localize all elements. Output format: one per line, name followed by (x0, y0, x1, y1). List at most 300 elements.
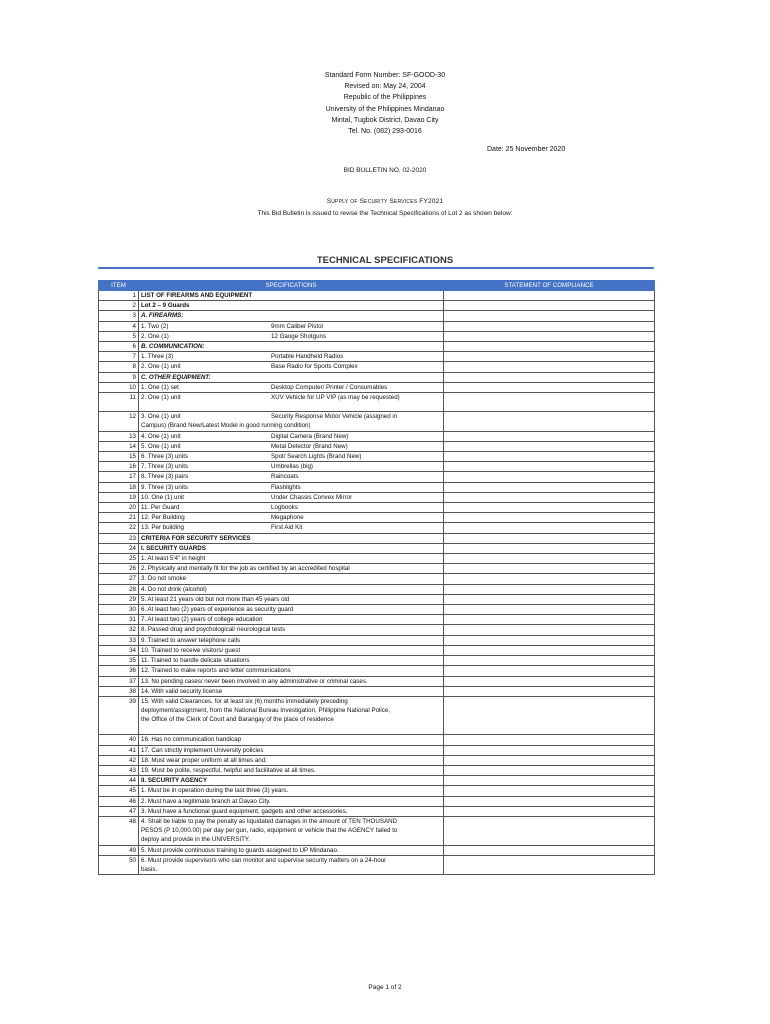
header-compliance: STATEMENT OF COMPLIANCE (444, 281, 655, 291)
specification-label: C. OTHER EQUIPMENT: (141, 373, 211, 381)
specification-cell (139, 372, 444, 382)
specification-cell (139, 533, 444, 543)
specification-cell (139, 735, 444, 745)
table-row (99, 845, 655, 855)
specification-label: 9. Three (3) units (141, 483, 189, 491)
specification-detail: Desktop Computer/ Printer / Consumables (271, 383, 388, 391)
item-number: 48 (99, 816, 139, 845)
specification-label: 1. One (1) set (141, 383, 179, 391)
table-row (99, 615, 655, 625)
compliance-cell[interactable] (444, 321, 655, 331)
specification-detail: Spot/ Search Lights (Brand New) (271, 453, 362, 461)
specification-label: 2. One (1) (141, 332, 169, 340)
item-number: 31 (99, 615, 139, 625)
specification-cell (139, 666, 444, 676)
specification-label: 7. Three (3) units (141, 463, 189, 471)
item-number: 30 (99, 605, 139, 615)
compliance-cell[interactable] (444, 331, 655, 341)
country: Republic of the Philippines (343, 94, 427, 102)
item-number: 23 (99, 533, 139, 543)
table-row (99, 584, 655, 594)
specification-text (141, 342, 441, 351)
table-header-row (99, 281, 655, 291)
specification-text (141, 646, 441, 655)
table-row (99, 431, 655, 441)
specification-cell (139, 584, 444, 594)
specification-detail: Umbrellas (big) (271, 463, 313, 471)
specification-cell (139, 523, 444, 533)
table-body (99, 291, 655, 875)
compliance-cell[interactable] (444, 686, 655, 696)
specification-text (141, 776, 441, 785)
specification-label: 16. Has no communication handicap (141, 736, 242, 744)
table-row (99, 816, 655, 845)
specification-label: 2. Physically and mentally fit for the job as certified by an accredited hospital (141, 565, 350, 573)
specification-cell (139, 816, 444, 845)
table-row (99, 666, 655, 676)
item-number: 22 (99, 523, 139, 533)
item-number: 6 (99, 342, 139, 352)
specification-text (141, 554, 441, 563)
compliance-cell[interactable] (444, 816, 655, 845)
item-number: 39 (99, 696, 139, 734)
table-row (99, 776, 655, 786)
specification-text (141, 503, 441, 512)
specification-label: B. COMMUNICATION: (141, 343, 205, 351)
table-row (99, 441, 655, 451)
table-row (99, 472, 655, 482)
compliance-cell[interactable] (444, 533, 655, 543)
item-number: 25 (99, 554, 139, 564)
table-row (99, 382, 655, 392)
specification-continuation: deploy and provide in the UNIVERSITY. (141, 836, 250, 844)
specification-detail: Megaphone (271, 514, 304, 522)
item-number: 19 (99, 492, 139, 502)
specification-label: Lot 2 – 9 Guards (141, 302, 190, 310)
compliance-cell[interactable] (444, 372, 655, 382)
header-item: ITEM (99, 281, 139, 291)
specification-text (141, 766, 441, 775)
specification-text (141, 697, 441, 706)
specification-text (141, 574, 441, 583)
item-number: 13 (99, 431, 139, 441)
telephone: Tel. No. (082) 293-0016 (348, 128, 422, 136)
header-specifications: SPECIFICATIONS (139, 281, 444, 291)
table-row (99, 462, 655, 472)
specification-detail: 12 Gauge Shotguns (271, 332, 327, 340)
table-row (99, 543, 655, 553)
compliance-cell[interactable] (444, 441, 655, 451)
specification-text (141, 352, 441, 361)
specification-label: 7. At least two (2) years of college education (141, 616, 263, 624)
compliance-cell[interactable] (444, 584, 655, 594)
compliance-cell[interactable] (444, 412, 655, 431)
specification-cell (139, 462, 444, 472)
specification-continuation: deployment/assignment, from the National Bureau Investigation, Philippine National Police, (141, 707, 391, 715)
specification-cell (139, 503, 444, 513)
compliance-cell[interactable] (444, 523, 655, 533)
specification-text (141, 797, 441, 806)
table-row (99, 635, 655, 645)
specification-cell (139, 574, 444, 584)
compliance-cell[interactable] (444, 755, 655, 765)
specification-cell (139, 855, 444, 874)
specification-label: 10. One (1) unit (141, 493, 184, 501)
specification-cell (139, 806, 444, 816)
specification-label: 13. Per building (141, 524, 184, 532)
specification-cell (139, 676, 444, 686)
table-row (99, 492, 655, 502)
item-number: 24 (99, 543, 139, 553)
specification-label: 11. Trained to handle delicate situations (141, 657, 250, 665)
specification-text (141, 625, 441, 634)
compliance-cell[interactable] (444, 342, 655, 352)
address: Mintal, Tugbok District, Davao City (331, 116, 439, 124)
specification-cell (139, 645, 444, 655)
specification-label: 12. Per Building (141, 514, 185, 522)
table-row (99, 342, 655, 352)
specification-text (141, 677, 441, 686)
table-row (99, 755, 655, 765)
compliance-cell[interactable] (444, 503, 655, 513)
specification-label: 1. At least 5'4" in height (141, 555, 206, 563)
specification-cell (139, 765, 444, 775)
specification-detail: First Aid Kit (271, 524, 303, 532)
compliance-cell[interactable] (444, 776, 655, 786)
document-header (0, 70, 770, 137)
item-number: 11 (99, 393, 139, 412)
specification-detail: Under Chassis Convex Mirror (271, 493, 353, 501)
compliance-cell[interactable] (444, 635, 655, 645)
compliance-cell[interactable] (444, 472, 655, 482)
specification-detail: Metal Detector (Brand New) (271, 442, 348, 450)
table-row (99, 735, 655, 745)
specification-cell (139, 331, 444, 341)
compliance-cell[interactable] (444, 291, 655, 301)
specification-label: 3. Must have a functional guard equipment, gadgets and other accessories. (141, 807, 348, 815)
compliance-cell[interactable] (444, 845, 655, 855)
specification-label: I. SECURITY GUARDS (141, 544, 206, 552)
item-number: 47 (99, 806, 139, 816)
table-row (99, 656, 655, 666)
specification-cell (139, 845, 444, 855)
specification-text (141, 322, 441, 331)
compliance-cell[interactable] (444, 482, 655, 492)
item-number: 2 (99, 301, 139, 311)
compliance-cell[interactable] (444, 311, 655, 321)
specification-detail: Logbooks (271, 504, 298, 512)
compliance-cell[interactable] (444, 625, 655, 635)
compliance-cell[interactable] (444, 605, 655, 615)
specification-detail: 9mm Caliber Pistol (271, 322, 323, 330)
specification-label: 1. Two (2) (141, 322, 169, 330)
item-number: 5 (99, 331, 139, 341)
specification-cell (139, 635, 444, 645)
specification-text (141, 311, 441, 320)
specification-label: 1. Must be in operation during the last three (3) years. (141, 787, 289, 795)
table-row (99, 291, 655, 301)
specification-text (141, 483, 441, 492)
specification-text (141, 493, 441, 502)
item-number: 38 (99, 686, 139, 696)
specification-cell (139, 615, 444, 625)
table-row (99, 806, 655, 816)
compliance-cell[interactable] (444, 362, 655, 372)
compliance-cell[interactable] (444, 666, 655, 676)
specification-text (141, 534, 441, 543)
compliance-cell[interactable] (444, 745, 655, 755)
specification-label: 2. One (1) unit (141, 394, 181, 402)
item-number: 33 (99, 635, 139, 645)
specification-text (141, 513, 441, 522)
item-number: 4 (99, 321, 139, 331)
table-row (99, 574, 655, 584)
specification-label: 2. Must have a legitimate branch at Davao City. (141, 797, 271, 805)
item-number: 34 (99, 645, 139, 655)
item-number: 26 (99, 564, 139, 574)
compliance-cell[interactable] (444, 462, 655, 472)
specification-label: 6. Three (3) units (141, 453, 189, 461)
specification-text (141, 666, 441, 675)
table-row (99, 393, 655, 412)
specification-cell (139, 656, 444, 666)
compliance-cell[interactable] (444, 301, 655, 311)
specification-label: 8. Passed drug and psychological/ neurological tests (141, 626, 286, 634)
specification-text (141, 636, 441, 645)
table-row (99, 745, 655, 755)
specification-cell (139, 686, 444, 696)
section-title: TECHNICAL SPECIFICATIONS (316, 255, 454, 266)
specification-label: 8. Three (3) pairs (141, 473, 189, 481)
specification-label: 17. Can strictly implement University policies (141, 746, 264, 754)
specification-cell (139, 554, 444, 564)
item-number: 43 (99, 765, 139, 775)
compliance-cell[interactable] (444, 492, 655, 502)
bulletin-date: Date: 25 November 2020 (487, 146, 566, 153)
item-number: 8 (99, 362, 139, 372)
compliance-cell[interactable] (444, 806, 655, 816)
item-number: 18 (99, 482, 139, 492)
specification-label: 4. One (1) unit (141, 432, 181, 440)
specification-continuation: basis. (141, 866, 158, 874)
specification-text (141, 301, 441, 310)
item-number: 45 (99, 786, 139, 796)
specification-cell (139, 431, 444, 441)
specification-cell (139, 594, 444, 604)
table-row (99, 321, 655, 331)
specification-label: II. SECURITY AGENCY (141, 777, 208, 785)
specification-cell (139, 472, 444, 482)
bulletin-subtitle: This Bid Bulletin is issued to revise the Technical Specifications of Lot 2 as shown below: (257, 210, 513, 217)
specification-cell (139, 321, 444, 331)
specification-cell (139, 352, 444, 362)
specification-cell (139, 342, 444, 352)
item-number: 27 (99, 574, 139, 584)
specification-text (141, 291, 441, 300)
compliance-cell[interactable] (444, 574, 655, 584)
item-number: 49 (99, 845, 139, 855)
specification-label: 12. Trained to make reports and letter communications (141, 667, 291, 675)
compliance-cell[interactable] (444, 594, 655, 604)
specification-label: 5. At least 21 years old but not more than 45 years old (141, 595, 290, 603)
specification-text (141, 786, 441, 795)
specification-detail: Portable Handheld Radios (271, 353, 344, 361)
table-row (99, 331, 655, 341)
specification-text (141, 523, 441, 532)
specification-label: 5. Must provide continuous training to guards assigned to UP Mindanao. (141, 846, 339, 854)
item-number: 9 (99, 372, 139, 382)
item-number: 17 (99, 472, 139, 482)
specification-cell (139, 625, 444, 635)
item-number: 41 (99, 745, 139, 755)
item-number: 44 (99, 776, 139, 786)
table-row (99, 554, 655, 564)
item-number: 3 (99, 311, 139, 321)
revision-date: Revised on: May 24, 2004 (344, 83, 426, 91)
compliance-cell[interactable] (444, 696, 655, 734)
compliance-cell[interactable] (444, 513, 655, 523)
item-number: 14 (99, 441, 139, 451)
specification-label: 15. With valid Clearances, for at least six (6) months immediately preceding (141, 697, 348, 705)
specification-text (141, 462, 441, 471)
table-row (99, 452, 655, 462)
compliance-cell[interactable] (444, 554, 655, 564)
specification-text (141, 544, 441, 553)
table-row (99, 676, 655, 686)
table-row (99, 855, 655, 874)
specification-label: A. FIREARMS: (141, 312, 184, 320)
compliance-cell[interactable] (444, 564, 655, 574)
compliance-cell[interactable] (444, 855, 655, 874)
specification-cell (139, 796, 444, 806)
table-row (99, 796, 655, 806)
compliance-cell[interactable] (444, 786, 655, 796)
specification-text (141, 373, 441, 382)
item-number: 29 (99, 594, 139, 604)
specification-text (141, 746, 441, 755)
item-number: 46 (99, 796, 139, 806)
specification-text (141, 846, 441, 855)
specification-label: 9. Trained to answer telephone calls (141, 636, 241, 644)
form-number: Standard Form Number: SF-GOOD-30 (324, 72, 446, 79)
specification-cell (139, 745, 444, 755)
specification-detail: Base Radio for Sports Complex (271, 363, 358, 371)
specification-text (141, 585, 441, 594)
specification-cell (139, 311, 444, 321)
table-row (99, 523, 655, 533)
table-row (99, 696, 655, 734)
specification-label: 4. Do not drink (alcohol) (141, 585, 207, 593)
specification-label: 18. Must wear proper uniform at all times and; (141, 756, 267, 764)
specification-text (141, 756, 441, 765)
specification-continuation: PESOS (P 10,000.00) per day per gun, radio, equipment or vehicle that the AGENCY failed to (141, 827, 398, 835)
item-number: 50 (99, 855, 139, 874)
specification-label: 10. Trained to receive visitors/ guest (141, 646, 241, 654)
specification-text (141, 735, 441, 744)
specification-cell (139, 492, 444, 502)
table-row (99, 482, 655, 492)
table-row (99, 503, 655, 513)
table-row (99, 352, 655, 362)
specification-cell (139, 696, 444, 734)
specification-label: 6. Must provide supervisors who can monitor and supervise security matters on a 24-hour (141, 856, 387, 864)
specification-cell (139, 412, 444, 431)
specification-text (141, 595, 441, 604)
specification-text (141, 412, 441, 421)
item-number: 36 (99, 666, 139, 676)
specification-detail: XUV Vehicle for UP VIP (as may be requested) (271, 394, 400, 402)
title-rule (98, 267, 654, 269)
specification-cell (139, 786, 444, 796)
specification-text (141, 615, 441, 624)
compliance-cell[interactable] (444, 382, 655, 392)
table-row (99, 686, 655, 696)
table-row (99, 301, 655, 311)
specification-cell (139, 482, 444, 492)
compliance-cell[interactable] (444, 452, 655, 462)
compliance-cell[interactable] (444, 615, 655, 625)
compliance-cell[interactable] (444, 352, 655, 362)
table-row (99, 533, 655, 543)
compliance-cell[interactable] (444, 656, 655, 666)
specification-label: LIST OF FIREARMS AND EQUIPMENT (141, 292, 253, 299)
specification-text (141, 656, 441, 665)
page-number: Page 1 of 2 (368, 984, 402, 991)
compliance-cell[interactable] (444, 393, 655, 412)
table-row (99, 311, 655, 321)
item-number: 12 (99, 412, 139, 431)
specification-text (141, 564, 441, 573)
specification-text (141, 383, 441, 392)
item-number: 1 (99, 291, 139, 301)
item-number: 28 (99, 584, 139, 594)
specification-text (141, 472, 441, 481)
specification-label: 11. Per Guard (141, 504, 180, 512)
specification-cell (139, 393, 444, 412)
compliance-cell[interactable] (444, 645, 655, 655)
table-row (99, 625, 655, 635)
table-row (99, 372, 655, 382)
bulletin-number: BID BULLETIN NO. 02-2020 (343, 167, 427, 174)
specification-label: 4. Shall be liable to pay the penalty as liquidated damages in the amount of TEN THOUSAND (141, 817, 398, 825)
bulletin-subject: Supply of Security Services FY2021 (326, 198, 444, 205)
table-row (99, 645, 655, 655)
specification-detail: Flashlights (271, 483, 301, 491)
specification-cell (139, 564, 444, 574)
specification-cell (139, 291, 444, 301)
specification-cell (139, 543, 444, 553)
compliance-cell[interactable] (444, 431, 655, 441)
specification-label: 3. Do not smoke (141, 575, 187, 583)
specification-text (141, 452, 441, 461)
specification-detail: Raincoats (271, 473, 299, 481)
specification-detail: Digital Camera (Brand New) (271, 432, 349, 440)
specification-continuation: Campus) (Brand New/Latest Model in good running condition) (141, 422, 311, 430)
specification-cell (139, 755, 444, 765)
specification-cell (139, 301, 444, 311)
compliance-cell[interactable] (444, 765, 655, 775)
compliance-cell[interactable] (444, 796, 655, 806)
table-row (99, 594, 655, 604)
specification-text (141, 432, 441, 441)
table-row (99, 513, 655, 523)
compliance-cell[interactable] (444, 676, 655, 686)
specification-cell (139, 605, 444, 615)
item-number: 10 (99, 382, 139, 392)
compliance-cell[interactable] (444, 735, 655, 745)
compliance-cell[interactable] (444, 543, 655, 553)
specification-text (141, 442, 441, 451)
